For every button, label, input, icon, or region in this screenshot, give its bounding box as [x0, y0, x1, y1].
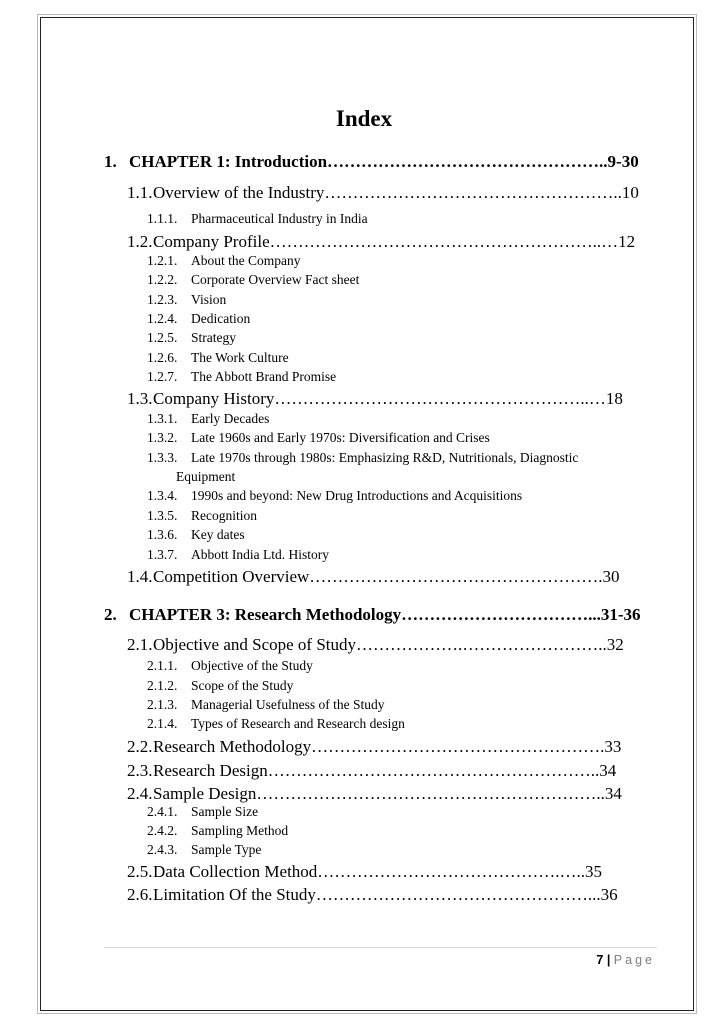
page-footer [596, 953, 655, 967]
toc-subsection-1-2-3: 1.2.3. Vision [147, 292, 227, 307]
toc-section-2-3: 2.3.Research Design…………………………………………………..34 [127, 761, 617, 780]
footer-separator: | [606, 953, 611, 967]
toc-subsection-1-3-3-continued: Equipment [176, 469, 236, 484]
toc-section-2-5: 2.5.Data Collection Method…………………………………….…..35 [127, 862, 603, 881]
toc-subsection-1-2-2: 1.2.2. Corporate Overview Fact sheet [147, 272, 360, 287]
toc-subsection-1-3-6: 1.3.6. Key dates [147, 527, 245, 542]
toc-section-2-2: 2.2.Research Methodology…………………………………………….33 [127, 737, 622, 756]
toc-subsection-1-3-7: 1.3.7. Abbott India Ltd. History [147, 547, 329, 562]
toc-section-1-2: 1.2.Company Profile…………………………………………………..…12 [127, 232, 636, 251]
toc-subsection-1-3-5: 1.3.5. Recognition [147, 508, 257, 523]
toc-subsection-1-2-7: 1.2.7. The Abbott Brand Promise [147, 369, 337, 384]
toc-subsection-1-3-2: 1.3.2. Late 1960s and Early 1970s: Diversification and Crises [147, 430, 490, 445]
toc-subsection-2-4-2: 2.4.2. Sampling Method [147, 823, 289, 838]
toc-section-1-3: 1.3.Company History………………………………………………..…18 [127, 389, 623, 408]
toc-subsection-1-2-6: 1.2.6. The Work Culture [147, 350, 289, 365]
toc-subsection-1-2-5: 1.2.5. Strategy [147, 330, 236, 345]
toc-section-2-4: 2.4.Sample Design……………………………………………………..34 [127, 784, 622, 803]
toc-subsection-2-1-3: 2.1.3. Managerial Usefulness of the Study [147, 697, 385, 712]
toc-section-1-4: 1.4.Competition Overview…………………………………………….30 [127, 567, 620, 586]
toc-chapter-2: 2. CHAPTER 3: Research Methodology……………………………...31-36 [104, 605, 641, 624]
toc-subsection-1-3-1: 1.3.1. Early Decades [147, 411, 270, 426]
toc-subsection-1-3-3: 1.3.3. Late 1970s through 1980s: Emphasizing R&D, Nutritionals, Diagnostic [147, 450, 579, 465]
toc-subsection-2-4-3: 2.4.3. Sample Type [147, 842, 262, 857]
toc-chapter-1: 1. CHAPTER 1: Introduction…………………………………………..9-30 [104, 152, 639, 171]
toc-subsection-2-1-4: 2.1.4. Types of Research and Research design [147, 716, 405, 731]
page-label: Page [613, 953, 655, 967]
toc-section-2-6: 2.6.Limitation Of the Study…………………………………………...36 [127, 885, 618, 904]
toc-subsection-1-1-1: 1.1.1. Pharmaceutical Industry in India [147, 211, 368, 226]
toc-subsection-1-2-4: 1.2.4. Dedication [147, 311, 251, 326]
toc-subsection-1-2-1: 1.2.1. About the Company [147, 253, 301, 268]
page-number: 7 [596, 953, 604, 967]
page-title: Index [335, 106, 393, 131]
toc-subsection-2-1-2: 2.1.2. Scope of the Study [147, 678, 294, 693]
toc-subsection-2-4-1: 2.4.1. Sample Size [147, 804, 259, 819]
toc-section-1-1: 1.1.Overview of the Industry……………………………………………..10 [127, 183, 639, 202]
toc-section-2-1: 2.1.Objective and Scope of Study……………….……………………..32 [127, 635, 624, 654]
toc-subsection-1-3-4: 1.3.4. 1990s and beyond: New Drug Introductions and Acquisitions [147, 488, 523, 503]
footer-divider [104, 947, 657, 948]
toc-subsection-2-1-1: 2.1.1. Objective of the Study [147, 658, 313, 673]
